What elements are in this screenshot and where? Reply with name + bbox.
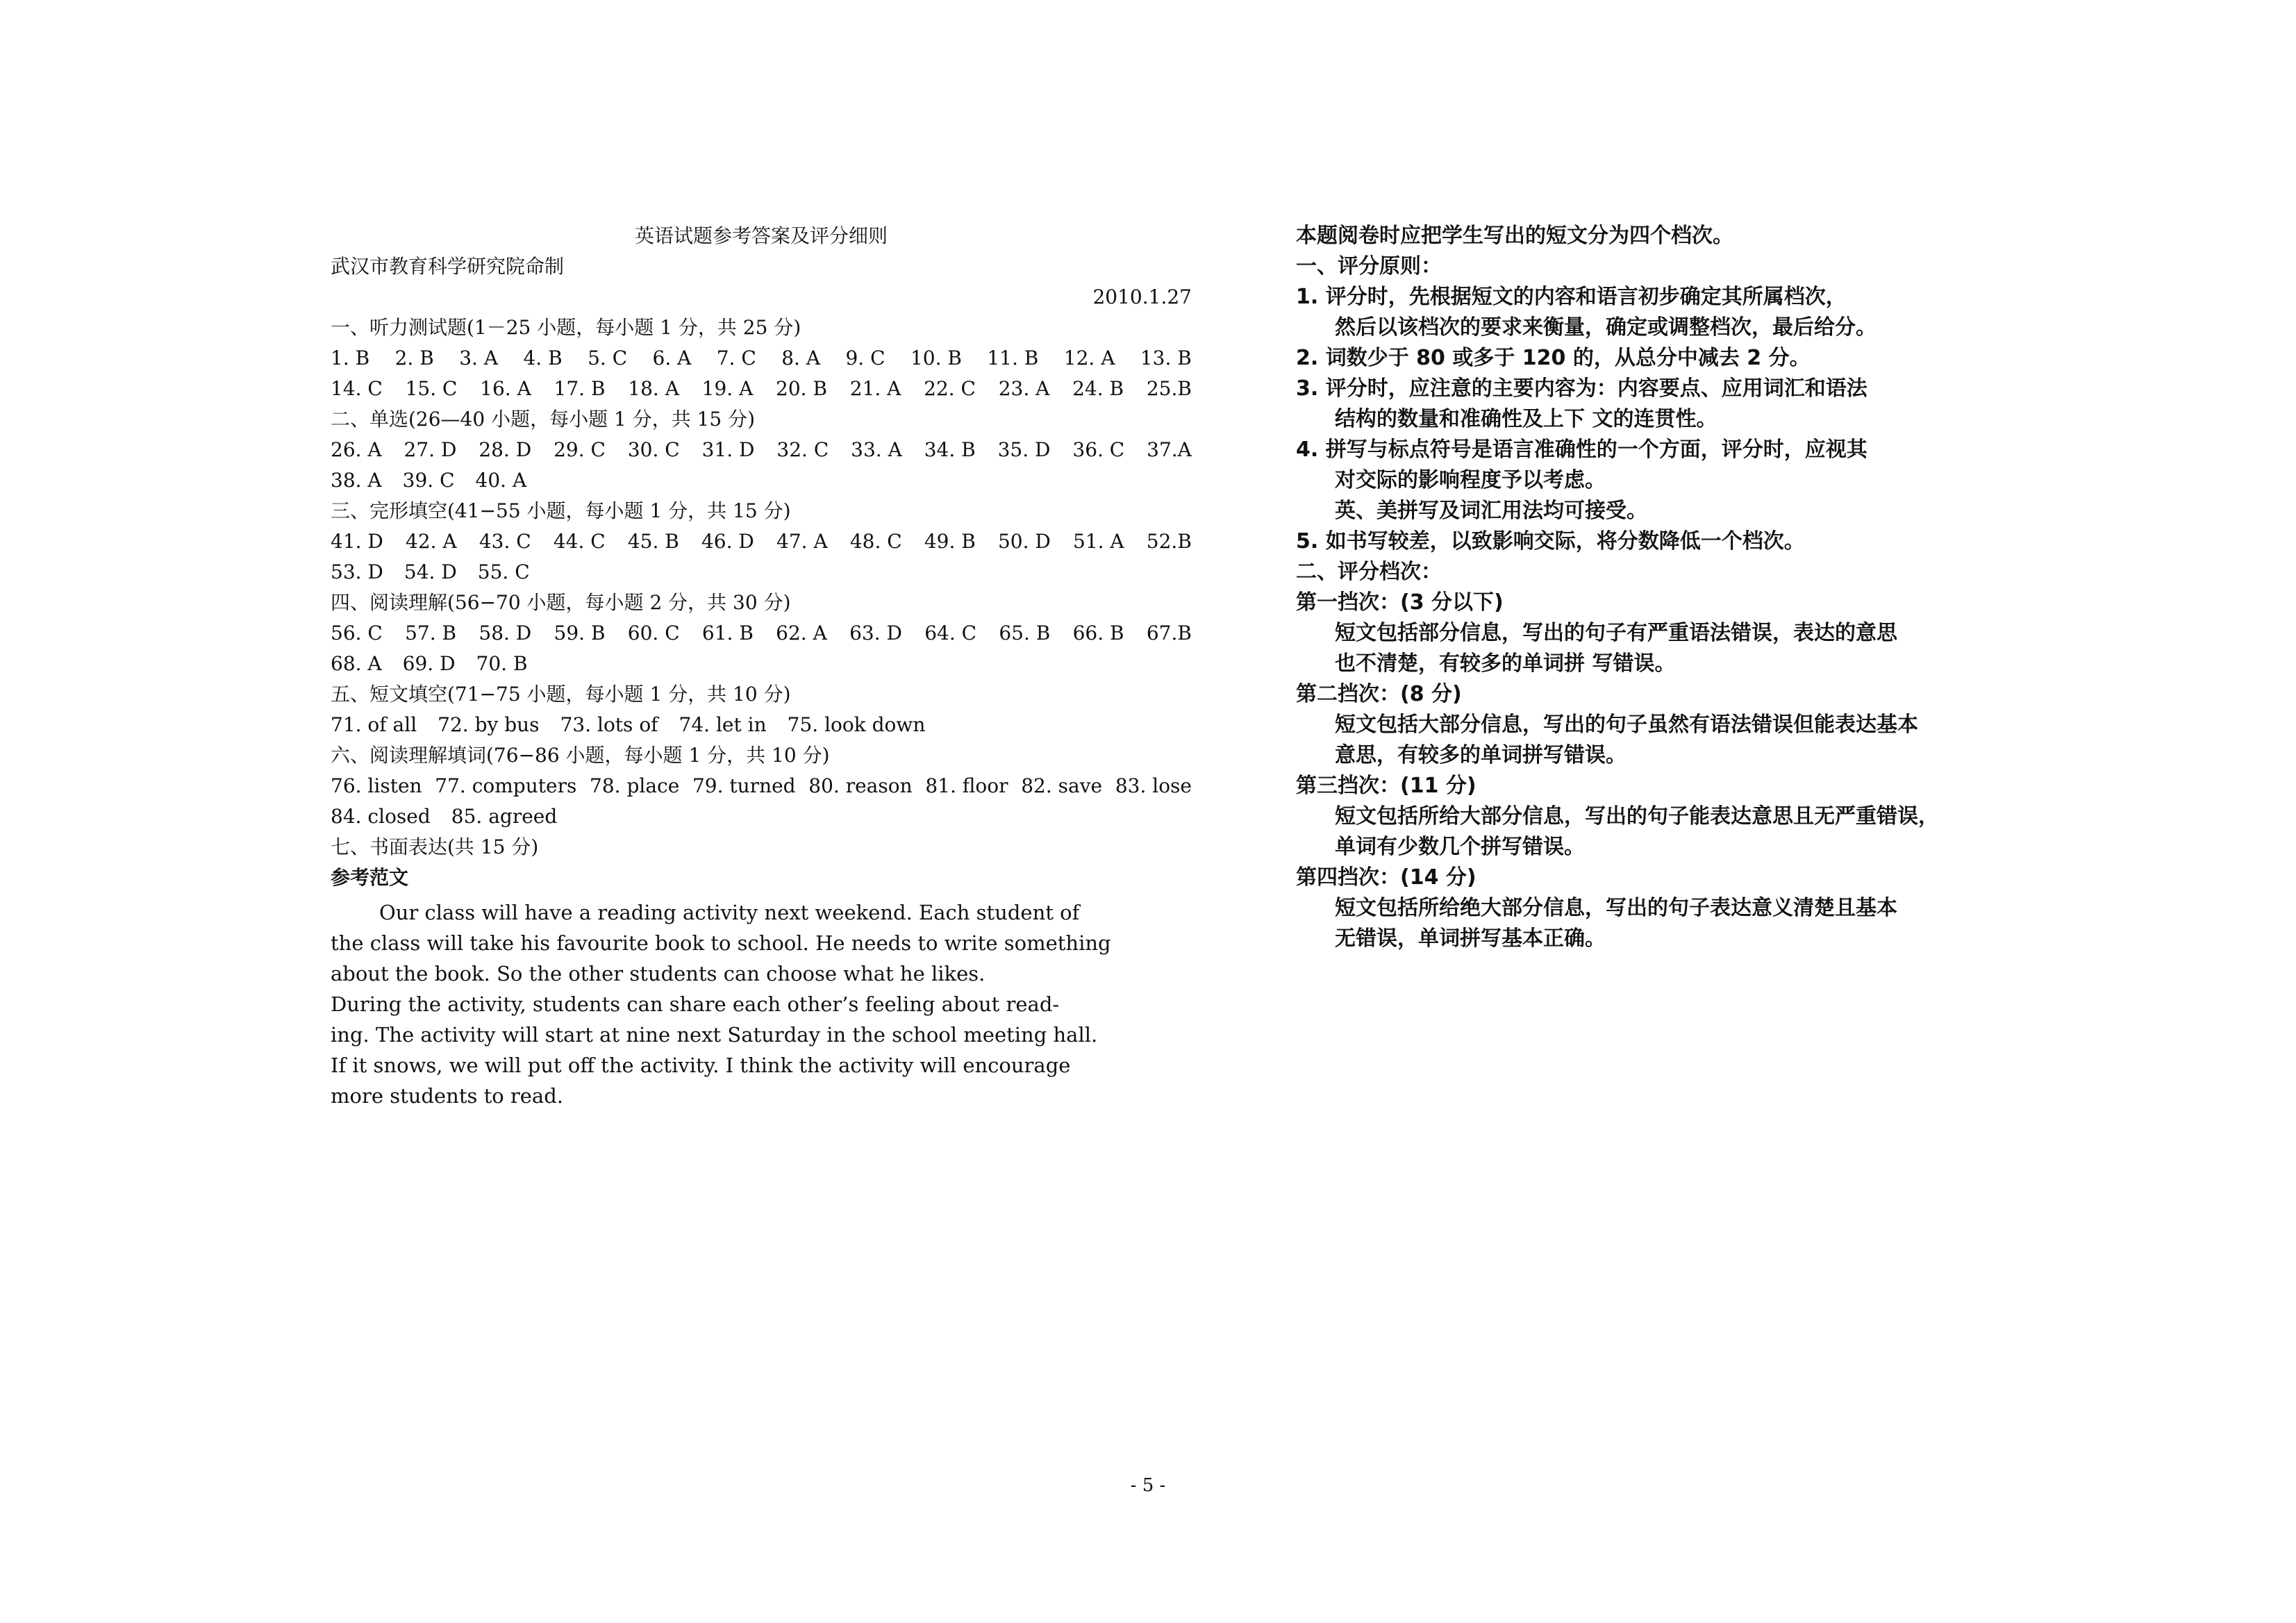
answer-item: 56. C [331, 622, 383, 644]
answer-item: 45. B [627, 530, 679, 553]
section-1-heading: 一、听力测试题(1－25 小题，每小题 1 分，共 25 分) [331, 316, 801, 339]
answer-item: 8. A [781, 347, 821, 369]
answer-item: 54. D [404, 560, 457, 583]
document-date: 2010.1.27 [1092, 285, 1192, 308]
level-3-title: 第三挡次：(11 分) [1296, 774, 1476, 798]
answer-item: 34. B [924, 438, 976, 461]
section-2-heading: 二、单选(26—40 小题，每小题 1 分，共 15 分) [331, 408, 756, 431]
answer-item: 26. A [331, 438, 382, 461]
answer-item: 73. lots of [560, 713, 658, 736]
answer-item: 49. B [924, 530, 976, 553]
answer-row [331, 526, 1192, 557]
answer-item: 77. computers [435, 774, 577, 797]
answer-item: 68. A [331, 652, 382, 675]
answer-item: 9. C [845, 347, 885, 369]
answer-item: 70. B [476, 652, 528, 675]
essay-line: more students to read. [331, 1084, 564, 1108]
principle-2: 2. 词数少于 80 或多于 120 的，从总分中减去 2 分。 [1296, 346, 1811, 370]
essay-line: Our class will have a reading activity next weekend. Each student of [379, 901, 1080, 924]
answer-item: 25.B [1146, 377, 1192, 400]
answer-item: 55. C [477, 560, 530, 583]
answer-item: 31. D [701, 438, 755, 461]
section-3-heading: 三、完形填空(41−55 小题，每小题 1 分，共 15 分) [331, 499, 791, 522]
answer-item: 44. C [553, 530, 606, 553]
answer-item: 67.B [1146, 622, 1192, 644]
answer-item: 20. B [776, 377, 828, 400]
answer-item: 61. B [701, 622, 754, 644]
answer-item: 50. D [997, 530, 1051, 553]
principle-1-cont: 然后以该档次的要求来衡量，确定或调整档次，最后给分。 [1335, 315, 1877, 340]
principle-4-note: 英、美拼写及词汇用法均可接受。 [1335, 499, 1647, 523]
section-7-heading: 七、书面表达(共 15 分) [331, 835, 539, 858]
answer-item: 43. C [479, 530, 531, 553]
level-4-title: 第四挡次：(14 分) [1296, 865, 1476, 890]
answer-item: 36. C [1072, 438, 1125, 461]
answer-item: 22. C [924, 377, 976, 400]
essay-line: During the activity, students can share each other’s feeling about read- [331, 992, 1060, 1016]
answer-item: 32. C [776, 438, 829, 461]
answer-item: 82. save [1021, 774, 1103, 797]
principles-heading: 一、评分原则： [1296, 254, 1442, 278]
answer-row [331, 801, 1192, 832]
answer-row [331, 771, 1192, 801]
answer-item: 60. C [627, 622, 680, 644]
document-title: 英语试题参考答案及评分细则 [634, 224, 888, 247]
answer-item: 7. C [716, 347, 756, 369]
answer-item: 85. agreed [451, 805, 558, 828]
section-6-heading: 六、阅读理解填词(76−86 小题，每小题 1 分，共 10 分) [331, 744, 830, 767]
essay-line: ing. The activity will start at nine next Saturday in the school meeting hall. [331, 1023, 1098, 1047]
answer-item: 28. D [479, 438, 532, 461]
answer-item: 53. D [331, 560, 383, 583]
level-3-desc: 短文包括所给大部分信息，写出的句子能表达意思且无严重错误， [1335, 804, 1939, 829]
answer-item: 65. B [999, 622, 1051, 644]
answer-item: 42. A [406, 530, 457, 553]
answer-item: 17. B [554, 377, 606, 400]
section-4-heading: 四、阅读理解(56−70 小题，每小题 2 分，共 30 分) [331, 591, 791, 614]
answer-item: 15. C [405, 377, 458, 400]
principle-1: 1. 评分时，先根据短文的内容和语言初步确定其所属档次， [1296, 285, 1847, 309]
answer-item: 18. A [628, 377, 679, 400]
level-2-desc-cont: 意思，有较多的单词拼写错误。 [1335, 743, 1627, 767]
answer-row [331, 557, 1192, 588]
principle-4-cont: 对交际的影响程度予以考虑。 [1335, 468, 1606, 492]
answer-item: 57. B [405, 622, 457, 644]
level-2-title: 第二挡次：(8 分) [1296, 682, 1462, 706]
answer-item: 84. closed [331, 805, 431, 828]
principle-3-cont: 结构的数量和准确性及上下 文的连贯性。 [1335, 407, 1717, 431]
level-4-desc: 短文包括所给绝大部分信息，写出的句子表达意义清楚且基本 [1335, 896, 1897, 920]
answer-item: 5. C [588, 347, 628, 369]
answer-item: 12. A [1063, 347, 1115, 369]
answer-item: 79. turned [692, 774, 796, 797]
answer-item: 33. A [851, 438, 902, 461]
answer-item: 72. by bus [438, 713, 540, 736]
answer-item: 29. C [554, 438, 606, 461]
model-essay-heading: 参考范文 [331, 866, 409, 889]
issuing-organization: 武汉市教育科学研究院命制 [331, 255, 565, 278]
answer-item: 40. A [475, 469, 527, 492]
levels-heading: 二、评分档次： [1296, 560, 1442, 584]
answer-item: 37.A [1147, 438, 1192, 461]
answer-item: 78. place [590, 774, 680, 797]
principle-5: 5. 如书写较差，以致影响交际，将分数降低一个档次。 [1296, 529, 1805, 554]
answer-item: 6. A [652, 347, 692, 369]
page-number: - 5 - [1130, 1475, 1166, 1496]
answer-item: 75. look down [787, 713, 926, 736]
answer-item: 11. B [987, 347, 1039, 369]
answer-item: 76. listen [331, 774, 422, 797]
section-5-heading: 五、短文填空(71−75 小题，每小题 1 分，共 10 分) [331, 683, 791, 706]
answer-item: 13. B [1140, 347, 1192, 369]
answer-item: 69. D [402, 652, 456, 675]
level-4-desc-cont: 无错误，单词拼写基本正确。 [1335, 926, 1606, 951]
answer-item: 51. A [1073, 530, 1124, 553]
grading-criteria-column [1296, 221, 1963, 954]
answer-item: 27. D [404, 438, 457, 461]
answer-key-column [331, 221, 1192, 1111]
answer-row [331, 343, 1192, 374]
answer-item: 62. A [776, 622, 827, 644]
answer-item: 71. of all [331, 713, 417, 736]
level-1-title: 第一挡次：(3 分以下) [1296, 590, 1504, 615]
answer-item: 4. B [523, 347, 563, 369]
answer-item: 30. C [627, 438, 680, 461]
answer-item: 1. B [331, 347, 370, 369]
answer-item: 10. B [910, 347, 962, 369]
answer-item: 24. B [1072, 377, 1124, 400]
level-2-desc: 短文包括大部分信息，写出的句子虽然有语法错误但能表达基本 [1335, 713, 1918, 737]
answer-item: 2. B [394, 347, 434, 369]
answer-item: 74. let in [679, 713, 767, 736]
answer-row [331, 649, 1192, 679]
answer-item: 39. C [402, 469, 455, 492]
answer-item: 46. D [701, 530, 754, 553]
answer-item: 14. C [331, 377, 383, 400]
answer-item: 19. A [701, 377, 754, 400]
answer-item: 66. B [1072, 622, 1124, 644]
answer-item: 16. A [480, 377, 531, 400]
answer-item: 80. reason [808, 774, 913, 797]
answer-item: 35. D [997, 438, 1051, 461]
answer-item: 48. C [849, 530, 902, 553]
answer-item: 83. lose [1115, 774, 1192, 797]
model-essay [331, 897, 1111, 1111]
answer-item: 63. D [849, 622, 902, 644]
answer-item: 3. A [459, 347, 499, 369]
answer-row [331, 465, 1192, 496]
essay-line: about the book. So the other students can choose what he likes. [331, 962, 985, 985]
answer-row [331, 374, 1192, 404]
answer-item: 41. D [331, 530, 383, 553]
answer-item: 38. A [331, 469, 382, 492]
answer-item: 47. A [776, 530, 828, 553]
answer-item: 21. A [849, 377, 901, 400]
answer-row [331, 435, 1192, 465]
answer-item: 64. C [924, 622, 977, 644]
grading-intro: 本题阅卷时应把学生写出的短文分为四个档次。 [1296, 224, 1733, 248]
essay-line: the class will take his favourite book to school. He needs to write something [331, 931, 1111, 955]
answer-row [331, 710, 1192, 740]
principle-3: 3. 评分时，应注意的主要内容为：内容要点、应用词汇和语法 [1296, 376, 1867, 401]
answer-row [331, 618, 1192, 649]
level-1-desc-cont: 也不清楚，有较多的单词拼 写错误。 [1335, 651, 1676, 676]
answer-item: 58. D [479, 622, 532, 644]
level-1-desc: 短文包括部分信息，写出的句子有严重语法错误，表达的意思 [1335, 621, 1897, 645]
answer-item: 52.B [1146, 530, 1192, 553]
principle-4: 4. 拼写与标点符号是语言准确性的一个方面，评分时，应视其 [1296, 438, 1867, 462]
level-3-desc-cont: 单词有少数几个拼写错误。 [1335, 835, 1585, 859]
answer-item: 59. B [554, 622, 606, 644]
answer-item: 23. A [998, 377, 1050, 400]
answer-item: 81. floor [925, 774, 1008, 797]
essay-line: If it snows, we will put off the activity. I think the activity will encourage [331, 1054, 1071, 1077]
